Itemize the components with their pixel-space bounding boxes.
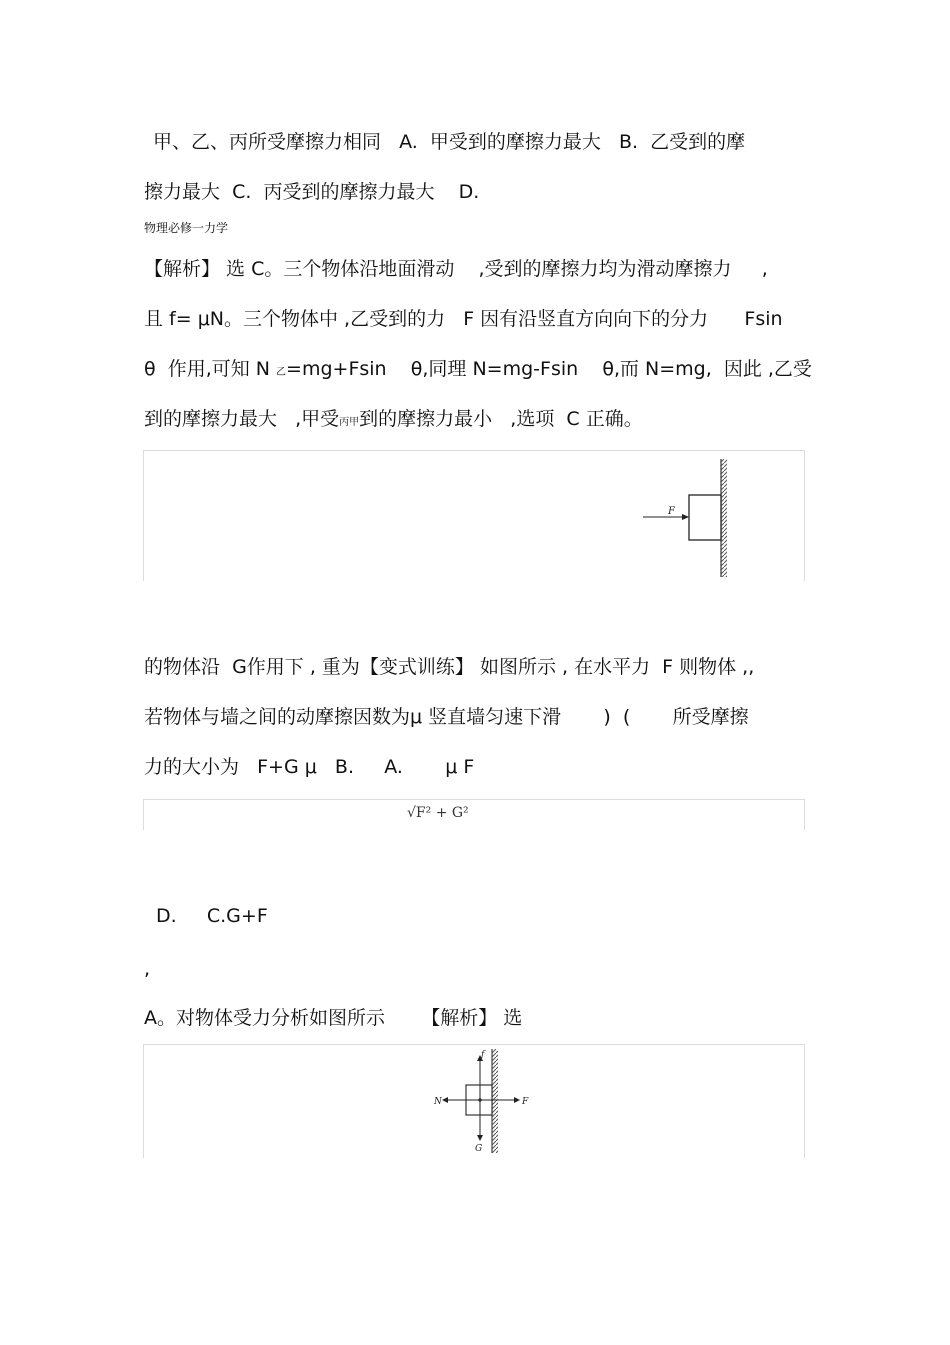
analysis-line-2: 且 f= μN。三个物体中 ,乙受到的力 F 因有沿竖直方向向下的分力 Fsin <box>144 308 783 330</box>
label-G: G <box>475 1144 483 1154</box>
variant-question-line-3: 力的大小为 F+G μ B. A. μ F <box>144 756 475 778</box>
stray-comma: , <box>144 958 151 980</box>
block-rect <box>689 495 721 540</box>
variant-question-line-2: 若物体与墙之间的动摩擦因数为μ 竖直墙匀速下滑 ) ( 所受摩擦 <box>144 706 749 728</box>
formula-sqrt-f2-g2: √F² + G² <box>407 805 469 821</box>
figure-block-on-wall <box>143 450 805 581</box>
label-N: N <box>434 1097 442 1107</box>
analysis-line-4: 到的摩擦力最大 ,甲受丙甲到的摩擦力最小 ,选项 C 正确。 <box>144 408 643 430</box>
question-options-line-1: 甲、乙、丙所受摩擦力相同 A. 甲受到的摩擦力最大 B. 乙受到的摩 <box>153 131 746 153</box>
figure-formula-sqrt <box>143 799 805 830</box>
figure-force-analysis <box>143 1044 805 1158</box>
label-f: f <box>481 1050 485 1060</box>
page-header: 物理必修一力学 <box>144 221 229 235</box>
variant-question-line-1: 的物体沿 G作用下 , 重为【变式训练】 如图所示 , 在水平力 F 则物体 ,, <box>144 656 755 678</box>
answer-line: A。对物体受力分析如图所示 【解析】 选 <box>144 1007 523 1029</box>
analysis-line-1: 【解析】 选 C。三个物体沿地面滑动 ,受到的摩擦力均为滑动摩擦力 , <box>144 258 768 280</box>
analysis-line-3: θ 作用,可知 N 乙=mg+Fsin θ,同理 N=mg-Fsin θ,而 N=mg, 因此 ,乙受 <box>144 358 812 380</box>
question-options-line-2: 擦力最大 C. 丙受到的摩擦力最大 D. <box>144 181 480 203</box>
force-label-F: F <box>668 506 675 517</box>
option-d-c-line: D. C.G+F <box>156 905 268 927</box>
label-F: F <box>522 1097 529 1107</box>
